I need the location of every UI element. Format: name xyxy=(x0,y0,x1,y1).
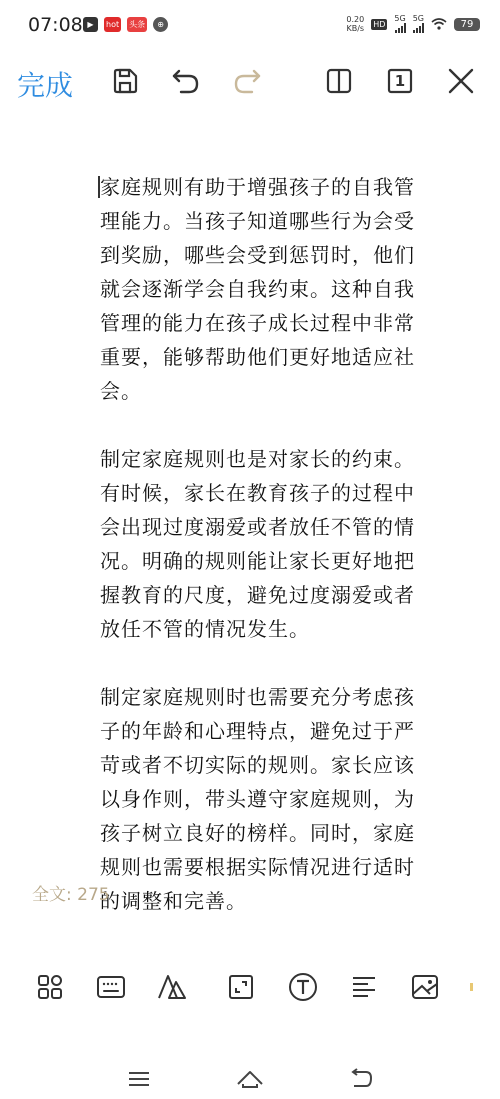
page-count-value: 1 xyxy=(394,72,406,90)
paragraph-3[interactable]: 制定家庭规则时也需要充分考虑孩子的年龄和心理特点，避免过于严苛或者不切实际的规则。家长应该以身作则，带头遵守家庭规则，为孩子树立良好的榜样。同时，家庭规则也需要根据实际情况进行适时的调整和完善。 xyxy=(100,685,415,913)
split-view-button[interactable] xyxy=(324,66,354,96)
format-toolbar xyxy=(0,965,500,1009)
battery-icon: 79 xyxy=(454,18,480,31)
insert-image-button[interactable] xyxy=(409,971,441,1003)
document-editor[interactable] xyxy=(100,170,430,952)
align-left-icon xyxy=(350,973,378,1001)
signal-icon-sim2 xyxy=(413,15,424,33)
network-speed-value: 0.20 xyxy=(346,15,365,24)
text-circle-button[interactable] xyxy=(287,971,319,1003)
text-cursor xyxy=(98,176,100,198)
undo-button[interactable] xyxy=(171,66,201,96)
system-nav-bar xyxy=(0,1060,500,1099)
sim2-label: 5G xyxy=(412,14,424,23)
keyboard-button[interactable] xyxy=(95,971,127,1003)
hd-icon: HD xyxy=(373,19,386,29)
text-style-button[interactable] xyxy=(156,971,188,1003)
wifi-icon xyxy=(431,18,447,30)
toutiao-app-icon: 头条 xyxy=(127,17,147,32)
page-count-button[interactable] xyxy=(385,66,415,96)
home-nav-button[interactable] xyxy=(235,1066,265,1092)
align-button[interactable] xyxy=(348,971,380,1003)
status-indicators xyxy=(346,15,480,33)
video-app-icon: ▶ xyxy=(83,17,98,32)
close-icon xyxy=(447,67,475,95)
network-speed-unit: KB/s xyxy=(346,24,365,33)
expand-button[interactable] xyxy=(225,971,257,1003)
save-icon xyxy=(111,67,139,95)
expand-icon xyxy=(227,973,255,1001)
text-style-icon xyxy=(157,973,187,1001)
text-circle-icon xyxy=(288,972,318,1002)
news-app-icon: hot xyxy=(104,17,121,32)
grid-icon xyxy=(36,973,64,1001)
status-bar xyxy=(0,0,500,52)
more-indicator xyxy=(470,983,473,991)
paragraph-1[interactable]: 家庭规则有助于增强孩子的自我管理能力。当孩子知道哪些行为会受到奖励，哪些会受到惩罚时，他们就会逐渐学会自我约束。这种自我管理的能力在孩子成长过程中非常重要，能够帮助他们更好地适应社会。 xyxy=(100,175,415,403)
menu-nav-button[interactable] xyxy=(124,1066,154,1092)
editor-toolbar xyxy=(0,58,500,106)
signal-icon-sim1 xyxy=(394,15,405,33)
menu-icon xyxy=(127,1069,151,1089)
back-nav-button[interactable] xyxy=(346,1066,376,1092)
word-count: 全文: 275 xyxy=(32,885,110,905)
home-icon xyxy=(235,1068,265,1090)
close-button[interactable] xyxy=(446,66,476,96)
undo-icon xyxy=(171,67,201,95)
back-icon xyxy=(348,1068,374,1090)
done-button[interactable]: 完成 xyxy=(17,64,73,104)
image-icon xyxy=(410,973,440,1001)
grid-button[interactable] xyxy=(34,971,66,1003)
misc-app-icon: ⊕ xyxy=(153,17,168,32)
network-speed xyxy=(346,15,364,33)
notification-icons xyxy=(83,17,168,32)
save-button[interactable] xyxy=(110,66,140,96)
redo-button[interactable] xyxy=(232,66,262,96)
split-view-icon xyxy=(325,67,353,95)
paragraph-2[interactable]: 制定家庭规则也是对家长的约束。有时候，家长在教育孩子的过程中会出现过度溺爱或者放任不管的情况。明确的规则能让家长更好地把握教育的尺度，避免过度溺爱或者放任不管的情况发生。 xyxy=(100,447,415,641)
keyboard-icon xyxy=(96,973,126,1001)
sim1-label: 5G xyxy=(394,14,406,23)
status-time: 07:08 xyxy=(28,14,83,36)
redo-icon xyxy=(232,67,262,95)
